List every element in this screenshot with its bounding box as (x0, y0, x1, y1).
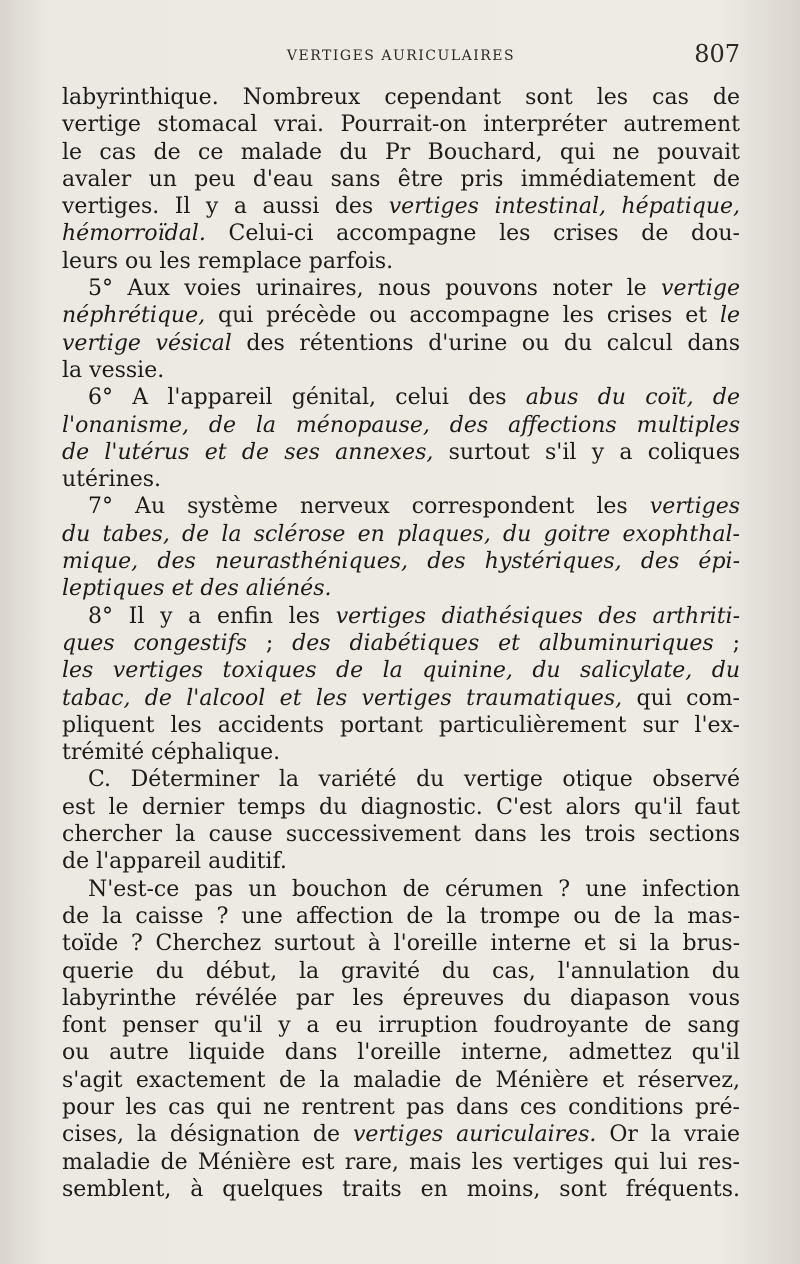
text-line: de l'utérus et de ses annexes, surtout s'il y a coliques (62, 439, 740, 465)
text-line: vertige vésical des rétentions d'urine ou du calcul dans (62, 330, 741, 356)
text-line: du tabes, de la sclérose en plaques, du goitre exophthal- (62, 521, 740, 547)
text-line: labyrinthique. Nombreux cependant sont les cas de (62, 85, 740, 110)
text-line: la vessie. (62, 357, 165, 383)
text-line: hémorroïdal. Celui-ci accompagne les crises de dou- (62, 221, 740, 247)
text-line: chercher la cause successivement dans les trois sections (62, 822, 740, 848)
text-line: 5° Aux voies urinaires, nous pouvons noter le vertige (88, 276, 740, 302)
text-line: mique, des neurasthéniques, des hystériques, des épi- (62, 549, 740, 575)
text-line: cises, la désignation de vertiges auriculaires. Or la vraie (62, 1122, 740, 1148)
text-line: l'onanisme, de la ménopause, des affections multiples (62, 412, 740, 438)
running-header (62, 40, 740, 80)
text-line: de la caisse ? une affection de la trompe ou de la mas- (62, 903, 740, 929)
text-line: avaler un peu d'eau sans être pris immédiatement de (62, 166, 740, 192)
text-line: maladie de Ménière est rare, mais les vertiges qui lui res- (62, 1149, 740, 1175)
text-line: s'agit exactement de la maladie de Ménière et réservez, (62, 1067, 740, 1093)
text-line: ou autre liquide dans l'oreille interne, admettez qu'il (62, 1040, 740, 1066)
text-line: leptiques et des aliénés. (62, 576, 332, 602)
text-line: vertiges. Il y a aussi des vertiges intestinal, hépatique, (62, 194, 740, 220)
text-line: tabac, de l'alcool et les vertiges traumatiques, qui com- (62, 685, 740, 711)
text-line: leurs ou les remplace parfois. (62, 248, 394, 274)
text-line: semblent, à quelques traits en moins, sont fréquents. (62, 1176, 740, 1202)
running-title: VERTIGES AURICULAIRES (286, 48, 516, 64)
text-line: font penser qu'il y a eu irruption foudroyante de sang (62, 1013, 740, 1039)
text-line: labyrinthe révélée par les épreuves du diapason vous (62, 985, 740, 1011)
text-line: N'est-ce pas un bouchon de cérumen ? une infection (88, 876, 740, 902)
text-line: C. Déterminer la variété du vertige otique observé (88, 767, 740, 793)
page-number: 807 (694, 40, 740, 68)
text-line: de l'appareil auditif. (62, 849, 287, 875)
text-line: néphrétique, qui précède ou accompagne les crises et le (62, 303, 740, 329)
text-line: 7° Au système nerveux correspondent les vertiges (88, 494, 740, 520)
text-line: toïde ? Cherchez surtout à l'oreille interne et si la brus- (62, 931, 740, 957)
text-line: vertige stomacal vrai. Pourrait-on interpréter autrement (62, 112, 740, 138)
text-line: trémité céphalique. (62, 740, 281, 766)
body-text (62, 84, 740, 1203)
text-line: pliquent les accidents portant particulièrement sur l'ex- (62, 712, 740, 738)
text-line: querie du début, la gravité du cas, l'annulation du (62, 958, 740, 984)
text-line: ques congestifs ; des diabétiques et albuminuriques ; (62, 630, 740, 656)
text-line: pour les cas qui ne rentrent pas dans ces conditions pré- (62, 1094, 740, 1120)
text-line: 6° A l'appareil génital, celui des abus du coït, de (88, 385, 740, 411)
text-line: 8° Il y a enfin les vertiges diathésiques des arthriti- (88, 603, 741, 629)
text-line: est le dernier temps du diagnostic. C'est alors qu'il faut (62, 794, 740, 820)
text-line: le cas de ce malade du Pr Bouchard, qui ne pouvait (62, 139, 740, 165)
text-line: utérines. (62, 467, 162, 493)
text-line: les vertiges toxiques de la quinine, du salicylate, du (62, 658, 740, 684)
